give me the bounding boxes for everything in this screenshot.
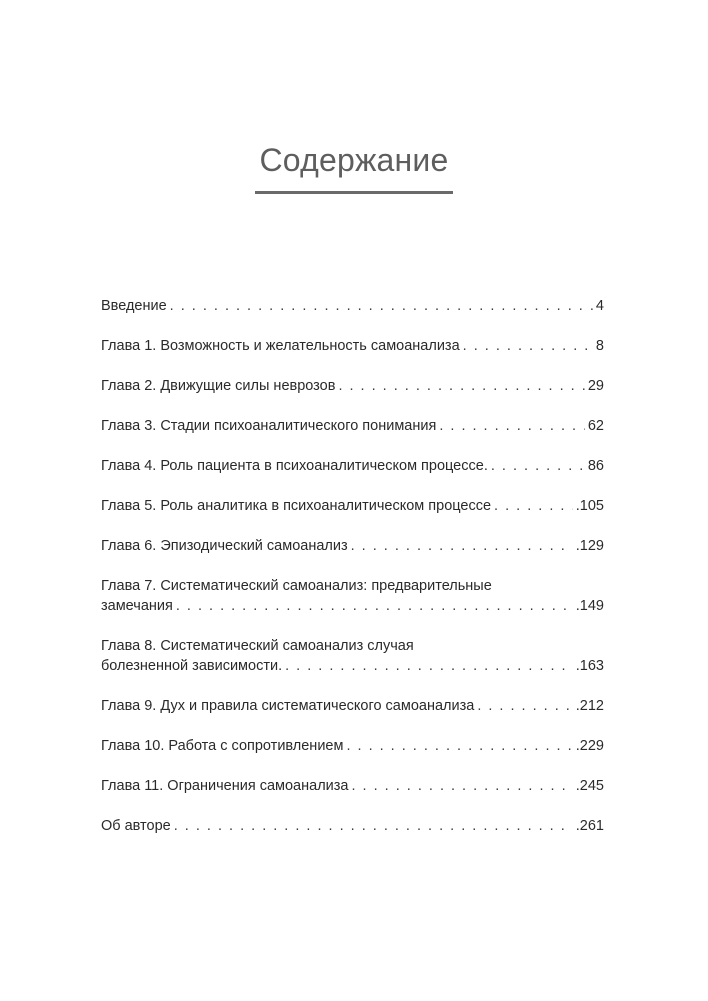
dot-leader bbox=[351, 536, 573, 556]
dot-leader bbox=[494, 496, 573, 516]
toc-entry-page: .129 bbox=[575, 538, 604, 554]
toc-entry-page: .261 bbox=[575, 818, 604, 834]
toc-entry-chapter-5[interactable] bbox=[101, 496, 604, 516]
toc-entry-label: Глава 2. Движущие силы неврозов bbox=[101, 378, 336, 394]
toc-entry-label: Об авторе bbox=[101, 818, 171, 834]
dot-leader bbox=[491, 456, 585, 476]
toc-entry-page: 62 bbox=[587, 418, 604, 434]
dot-leader bbox=[463, 336, 593, 356]
toc-entry-continuation bbox=[101, 596, 604, 616]
dot-leader bbox=[351, 776, 572, 796]
toc-entry-label: Глава 9. Дух и правила систематического самоанализа bbox=[101, 698, 475, 714]
dot-leader bbox=[439, 416, 585, 436]
toc-entry-page: 29 bbox=[587, 378, 604, 394]
toc-entry-chapter-7[interactable] bbox=[101, 576, 604, 616]
dot-leader bbox=[170, 296, 593, 316]
toc-entry-label: Глава 3. Стадии психоаналитического понимания bbox=[101, 418, 437, 434]
toc-entry-label-line1: Глава 8. Систематический самоанализ случая bbox=[101, 638, 414, 654]
toc-entry-chapter-10[interactable] bbox=[101, 736, 604, 756]
toc-entry-chapter-8[interactable] bbox=[101, 636, 604, 676]
toc-entry-page: .149 bbox=[575, 598, 604, 614]
toc-entry-page: 8 bbox=[595, 338, 604, 354]
page-title: Содержание bbox=[255, 142, 452, 194]
toc-entry-page: .105 bbox=[575, 498, 604, 514]
toc-entry-chapter-9[interactable] bbox=[101, 696, 604, 716]
dot-leader bbox=[477, 696, 572, 716]
toc-entry-label: Глава 1. Возможность и желательность самоанализа bbox=[101, 338, 460, 354]
toc-entry-label: Глава 4. Роль пациента в психоаналитическом процессе. bbox=[101, 458, 488, 474]
toc-entry-page: 86 bbox=[587, 458, 604, 474]
toc-entry-chapter-6[interactable] bbox=[101, 536, 604, 556]
toc-entry-label-line1: Глава 7. Систематический самоанализ: предварительные bbox=[101, 578, 492, 594]
toc-entry-page: .229 bbox=[575, 738, 604, 754]
toc-entry-chapter-4[interactable] bbox=[101, 456, 604, 476]
toc-entry-continuation bbox=[101, 656, 604, 676]
dot-leader bbox=[176, 596, 573, 616]
dot-leader bbox=[346, 736, 572, 756]
table-of-contents bbox=[101, 296, 604, 856]
toc-entry-page: .163 bbox=[575, 658, 604, 674]
toc-entry-chapter-1[interactable] bbox=[101, 336, 604, 356]
toc-entry-chapter-11[interactable] bbox=[101, 776, 604, 796]
toc-entry-page: .245 bbox=[575, 778, 604, 794]
toc-entry-label: Глава 5. Роль аналитика в психоаналитическом процессе bbox=[101, 498, 492, 514]
toc-entry-label: Глава 11. Ограничения самоанализа bbox=[101, 778, 349, 794]
toc-entry-introduction[interactable] bbox=[101, 296, 604, 316]
dot-leader bbox=[174, 816, 573, 836]
toc-entry-about-author[interactable] bbox=[101, 816, 604, 836]
toc-entry-label: Глава 6. Эпизодический самоанализ bbox=[101, 538, 348, 554]
title-wrapper bbox=[0, 142, 708, 194]
toc-entry-label-line2: болезненной зависимости. bbox=[101, 658, 283, 674]
dot-leader bbox=[285, 656, 573, 676]
toc-entry-label: Глава 10. Работа с сопротивлением bbox=[101, 738, 344, 754]
toc-entry-page: 4 bbox=[595, 298, 604, 314]
dot-leader bbox=[338, 376, 584, 396]
toc-entry-label: Введение bbox=[101, 298, 167, 314]
toc-entry-chapter-2[interactable] bbox=[101, 376, 604, 396]
toc-entry-label-line2: замечания bbox=[101, 598, 173, 614]
toc-entry-chapter-3[interactable] bbox=[101, 416, 604, 436]
toc-entry-page: .212 bbox=[575, 698, 604, 714]
